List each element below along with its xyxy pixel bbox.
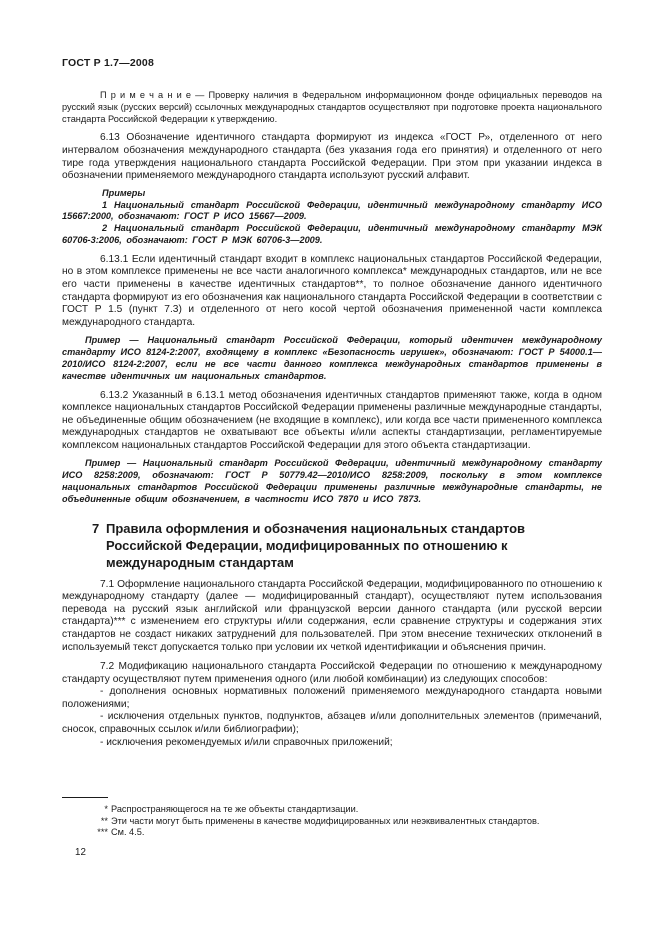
- footnote-2-text: Эти части могут быть применены в качестве модифицированных или неэквивалентных стандартов.: [111, 815, 540, 826]
- note-paragraph: П р и м е ч а н и е — Проверку наличия в Федеральном информационном фонде официальных переводов на русский язык (русских версий) ссылочных международных стандартов осуществляют при подготовке проекта национального стандарта Российской Федерации к утверждению.: [62, 90, 602, 124]
- example-6-13-2: Пример — Национальный стандарт Российской Федерации, идентичный международному стандарту ИСО 8258:2009, обозначают: ГОСТ Р 50779.42—2010/ИСО 8258:2009, поскольку в этом комплексе национальных стандартов Российской Федерации применены различные международные стандарты, не объединенные общим обозначением, в частности ИСО 7870 и ИСО 7873.: [62, 458, 602, 504]
- page-content: [62, 57, 602, 749]
- footnote-3-text: См. 4.5.: [111, 827, 145, 838]
- paragraph-6-13-2: 6.13.2 Указанный в 6.13.1 метод обозначения идентичных стандартов применяют также, когда в одном комплексе национальных стандартов Российской Федерации применены различные международные стандарты, не объединенные общим обозначением (не входящие в комплекс), или когда все части примененного комплекса международных стандартов не охватывают все объекты и/или аспекты стандартизации, регламентируемые комплексом национальных стандартов Российской Федерации для этого объекта стандартизации.: [62, 389, 602, 451]
- bullet-item-3: - исключения рекомендуемых и/или справочных приложений;: [100, 736, 393, 748]
- footnote-1-text: Распространяющегося на те же объекты стандартизации.: [111, 804, 359, 814]
- footnote-3-marker: ***: [97, 827, 108, 838]
- paragraph-6-13: 6.13 Обозначение идентичного стандарта формируют из индекса «ГОСТ Р», отделенного от него интервалом обозначения международного стандарта (без указания года его принятия) и отделенного от него тире года утверждения национального стандарта Российской Федерации. При этом при указании индекса в обозначении применяемого международного стандарта используют русский алфавит.: [62, 132, 602, 182]
- footnote-1: [62, 804, 602, 816]
- footnote-3: [62, 827, 602, 839]
- section-7-number: 7: [92, 520, 100, 536]
- page-number: 12: [75, 847, 86, 858]
- example-2: 2 Национальный стандарт Российской Федерации, идентичный международному стандарту МЭК 60706-3:2006, обозначают: ГОСТ Р МЭК 60706-3—2009.: [62, 223, 602, 245]
- example-1: 1 Национальный стандарт Российской Федерации, идентичный международному стандарту ИСО 15667:2000, обозначают: ГОСТ Р ИСО 15667—2009.: [62, 199, 602, 222]
- footnote-2-marker: **: [100, 815, 108, 826]
- bullet-item-2: - исключения отдельных пунктов, подпунктов, абзацев и/или дополнительных элементов (примечаний, сносок, справочных ссылок и/или библиографии);: [62, 711, 602, 736]
- paragraph-7-1: 7.1 Оформление национального стандарта Российской Федерации, модифицированного по отношению к международному стандарту (далее — модифицированный стандарт), осуществляют путем использования перевода на русский язык английской или французской версии данного стандарта (или русской версии стандарта)*** с изменением его структуры и/или содержания, если сравнение структуры и содержания этих стандартов не создаст никаких затруднений для пользователей. При этом внесение технических отклонений в используемый текст допускается только при условии их четкой идентификации и объяснения причин.: [62, 578, 602, 653]
- section-7-title: Правила оформления и обозначения национальных стандартов Российской Федерации, модифицированных по отношению к международным стандартам: [106, 520, 526, 571]
- footnote-1-marker: *: [104, 804, 108, 814]
- paragraph-7-2: 7.2 Модификацию национального стандарта Российской Федерации по отношению к международному стандарту осуществляют путем применения одного (или любой комбинации) из следующих способов:: [62, 661, 602, 685]
- footnotes-area: [62, 797, 602, 839]
- examples-title: Примеры: [102, 187, 146, 198]
- section-7-heading: [92, 520, 602, 572]
- paragraph-6-13-1: 6.13.1 Если идентичный стандарт входит в комплекс национальных стандартов Российской Федерации, но в этом комплексе применены не все части аналогичного комплекса* международных стандартов, или не все его части применены в качестве идентичных стандартов**, то полное обозначение данного идентичного стандарта формируют из его обозначения как национального стандарта Российской Федерации в соответствии с ГОСТ Р 1.5 (пункт 7.3) и отделенного от него косой чертой обозначения примененной части комплекса международного стандарта.: [62, 253, 602, 328]
- bullet-item-1: - дополнения основных нормативных положений применяемого международного стандарта новыми положениями;: [62, 686, 602, 710]
- footnote-2: [62, 816, 602, 828]
- examples-block: [62, 188, 602, 247]
- document-code-header: ГОСТ Р 1.7—2008: [62, 57, 155, 69]
- footnote-separator: [62, 797, 108, 798]
- example-6-13-1: Пример — Национальный стандарт Российской Федерации, который идентичен международному стандарту ИСО 8124-2:2007, входящему в комплекс «Безопасность игрушек», обозначают: ГОСТ Р 54000.1—2010/ИСО 8124-2:2007, если не все части данного комплекса международных стандартов применены в качестве идентичных им национальных стандартов.: [62, 335, 602, 381]
